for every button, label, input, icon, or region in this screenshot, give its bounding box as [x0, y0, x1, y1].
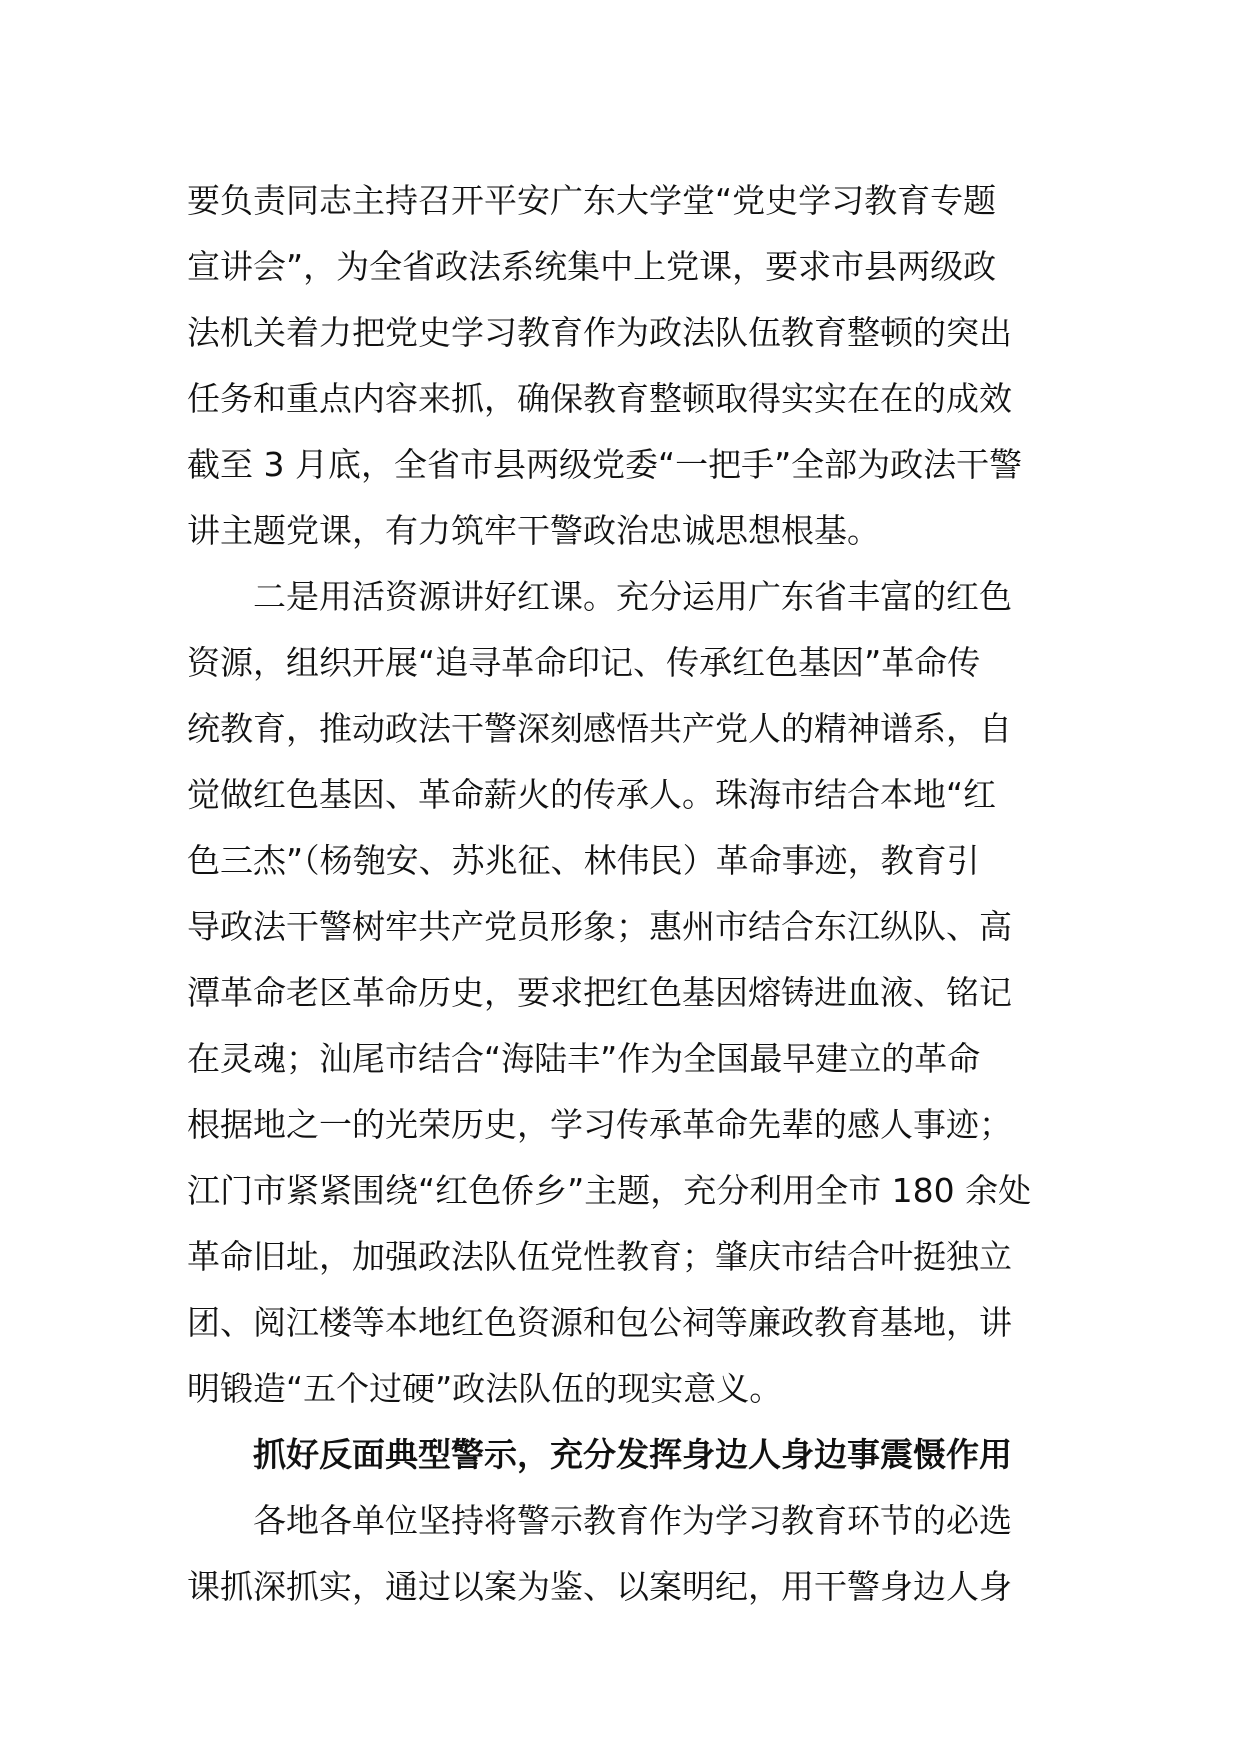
document-body [187, 168, 1053, 1620]
section-heading: 抓好反面典型警示，充分发挥身边人身边事震慑作用 [253, 1435, 1012, 1474]
text-line: 统教育，推动政法干警深刻感悟共产党人的精神谱系，自 [187, 709, 1012, 748]
paragraph-start-line: 二是用活资源讲好红课。充分运用广东省丰富的红色 [253, 577, 1012, 616]
text-line: 讲主题党课，有力筑牢干警政治忠诚思想根基。 [187, 511, 880, 550]
text-line: 根据地之一的光荣历史，学习传承革命先辈的感人事迹； [187, 1105, 1012, 1144]
text-line: 团、阅江楼等本地红色资源和包公祠等廉政教育基地，讲 [187, 1303, 1012, 1342]
text-line: 潭革命老区革命历史，要求把红色基因熔铸进血液、铭记 [187, 973, 1012, 1012]
text-line: 觉做红色基因、革命薪火的传承人。珠海市结合本地“红 [187, 775, 997, 814]
text-line: 在灵魂；汕尾市结合“海陆丰”作为全国最早建立的革命 [187, 1039, 981, 1078]
paragraph-start-line: 各地各单位坚持将警示教育作为学习教育环节的必选 [253, 1501, 1012, 1540]
text-line: 导政法干警树牢共产党员形象；惠州市结合东江纵队、高 [187, 907, 1012, 946]
text-line: 课抓深抓实，通过以案为鉴、以案明纪，用干警身边人身 [187, 1567, 1012, 1606]
text-line: 截至 3 月底，全省市县两级党委“一把手”全部为政法干警 [187, 445, 1023, 484]
text-line: 江门市紧紧围绕“红色侨乡”主题，充分利用全市 180 余处 [187, 1171, 1032, 1210]
text-line: 宣讲会”，为全省政法系统集中上党课，要求市县两级政 [187, 247, 997, 286]
text-line: 资源，组织开展“追寻革命印记、传承红色基因”革命传 [187, 643, 981, 682]
text-line: 要负责同志主持召开平安广东大学堂“党史学习教育专题 [187, 181, 997, 220]
text-line: 色三杰”（杨匏安、苏兆征、林伟民）革命事迹，教育引 [187, 841, 980, 880]
text-line: 革命旧址，加强政法队伍党性教育；肇庆市结合叶挺独立 [187, 1237, 1012, 1276]
text-line: 明锻造“五个过硬”政法队伍的现实意义。 [187, 1369, 783, 1408]
text-line: 法机关着力把党史学习教育作为政法队伍教育整顿的突出 [187, 313, 1012, 352]
text-line: 任务和重点内容来抓，确保教育整顿取得实实在在的成效 [187, 379, 1012, 418]
